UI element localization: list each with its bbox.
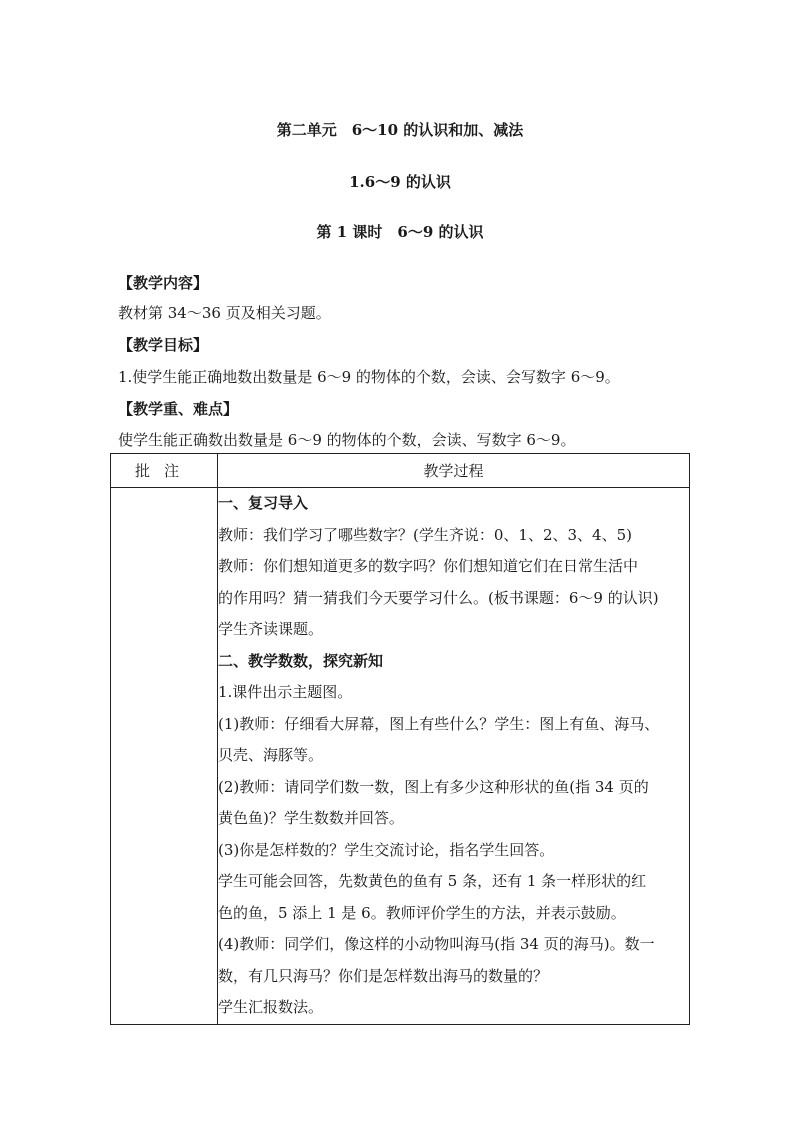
process-line: 学生可能会回答，先数黄色的鱼有 5 条，还有 1 条一样形状的红 bbox=[218, 872, 647, 890]
process-line: 数，有几只海马？你们是怎样数出海马的数量的？ bbox=[218, 966, 549, 985]
teaching-process-table bbox=[110, 453, 690, 1025]
process-line: (1)教师：仔细看大屏幕，图上有些什么？学生：图上有鱼、海马、 bbox=[218, 714, 660, 733]
review-heading: 一、复习导入 bbox=[218, 494, 309, 512]
lesson-title: 第 1 课时 6～9 的认识 bbox=[316, 223, 484, 241]
process-column-header: 教学过程 bbox=[218, 454, 690, 488]
content-text: 教材第 34～36 页及相关习题。 bbox=[118, 304, 331, 322]
process-line: 贝壳、海豚等。 bbox=[218, 746, 324, 764]
goal-heading: 【教学目标】 bbox=[118, 336, 209, 354]
process-line: (2)教师：请同学们数一数，图上有多少这种形状的鱼(指 34 页的 bbox=[218, 777, 649, 796]
process-line: (3)你是怎样数的？学生交流讨论，指名学生回答。 bbox=[218, 840, 555, 859]
process-line: 的作用吗？猜一猜我们今天要学习什么。(板书课题：6～9 的认识) bbox=[218, 588, 659, 607]
process-line: (4)教师：同学们，像这样的小动物叫海马(指 34 页的海马)。数一 bbox=[218, 935, 655, 953]
explore-heading: 二、教学数数，探究新知 bbox=[218, 651, 384, 670]
process-line: 色的鱼，5 添上 1 是 6。教师评价学生的方法，并表示鼓励。 bbox=[218, 903, 626, 922]
process-line: 1.课件出示主题图。 bbox=[218, 683, 353, 701]
process-line: 教师：你们想知道更多的数字吗？你们想知道它们在日常生活中 bbox=[218, 557, 639, 575]
process-line: 学生齐读课题。 bbox=[218, 620, 324, 638]
process-line: 学生汇报数法。 bbox=[218, 998, 324, 1016]
notes-column-header: 批注 bbox=[111, 454, 218, 488]
process-line: 教师：我们学习了哪些数字？(学生齐说：0、1、2、3、4、5) bbox=[218, 525, 632, 544]
content-heading: 【教学内容】 bbox=[118, 274, 209, 292]
table-header-row bbox=[111, 454, 690, 488]
unit-title: 第二单元 6～10 的认识和加、减法 bbox=[276, 121, 524, 139]
key-points-heading: 【教学重、难点】 bbox=[118, 400, 239, 418]
key-points-text: 使学生能正确数出数量是 6～9 的物体的个数，会读、写数字 6～9。 bbox=[118, 431, 576, 449]
section-title: 1.6～9 的认识 bbox=[349, 173, 451, 191]
notes-cell bbox=[111, 488, 218, 1025]
goal-text: 1.使学生能正确地数出数量是 6～9 的物体的个数，会读、会写数字 6～9。 bbox=[118, 368, 620, 386]
process-cell bbox=[218, 488, 690, 1025]
process-line: 黄色鱼)？学生数数并回答。 bbox=[218, 809, 404, 827]
table-row bbox=[111, 488, 690, 1025]
